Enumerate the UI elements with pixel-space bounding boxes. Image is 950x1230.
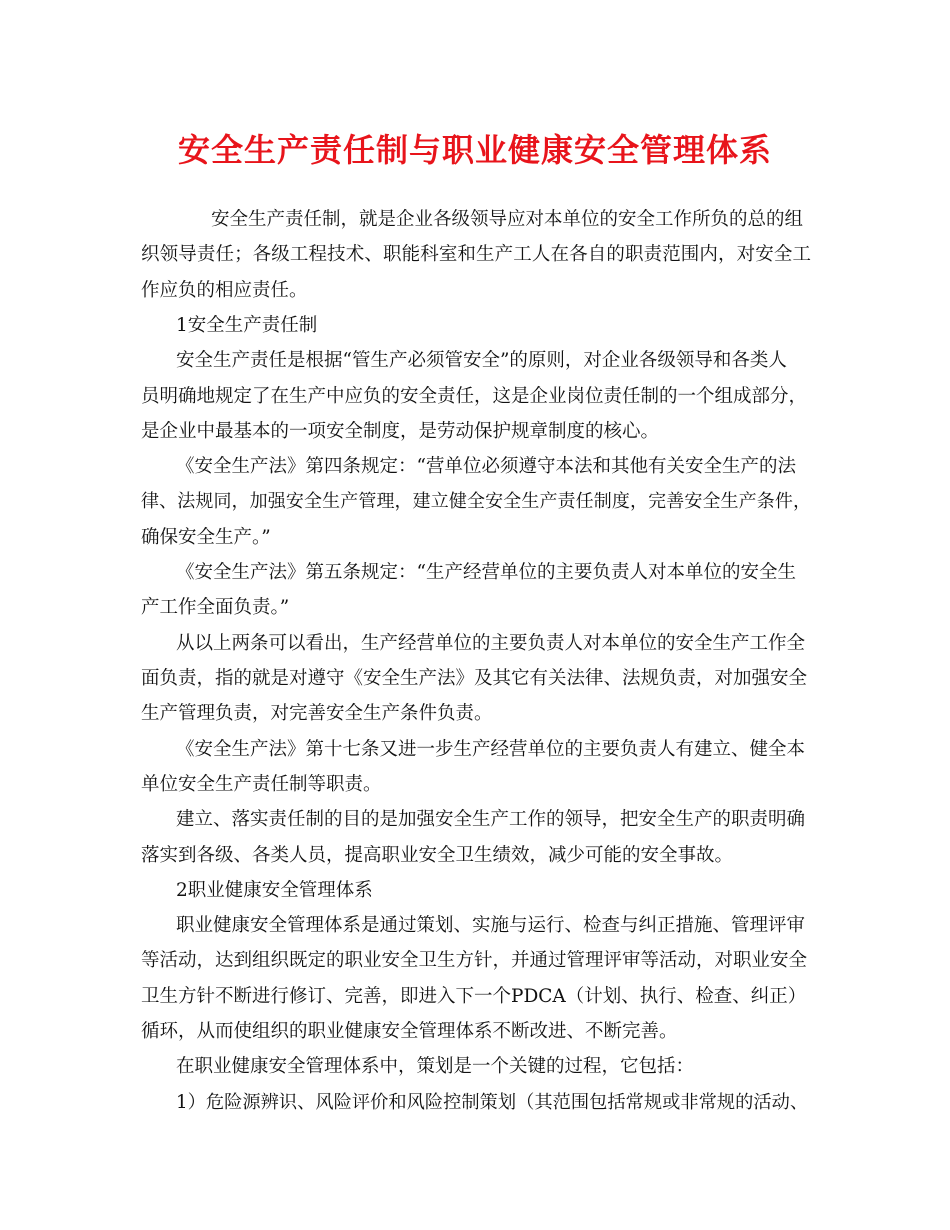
section-heading: 2职业健康安全管理体系: [176, 880, 373, 901]
paragraph-line: 确保安全生产。”: [141, 527, 271, 548]
paragraph-line: 织领导责任；各级工程技术、职能科室和生产工人在各自的职责范围内，对安全工: [141, 244, 811, 265]
paragraph-line: 《安全生产法》第十七条又进一步生产经营单位的主要负责人有建立、健全本: [176, 739, 806, 760]
paragraph-line: 生产管理负责，对完善安全生产条件负责。: [141, 703, 493, 724]
paragraph-line: 职业健康安全管理体系是通过策划、实施与运行、检查与纠正措施、管理评审: [176, 915, 806, 936]
paragraph-line: 《安全生产法》第五条规定：“生产经营单位的主要负责人对本单位的安全生: [176, 562, 796, 583]
paragraph-line: 卫生方针不断进行修订、完善，即进入下一个PDCA（计划、执行、检查、纠正）: [141, 986, 807, 1007]
paragraph-line: 从以上两条可以看出，生产经营单位的主要负责人对本单位的安全生产工作全: [176, 633, 806, 654]
paragraph-line: 作应负的相应责任。: [141, 280, 308, 301]
paragraph-line: 是企业中最基本的一项安全制度，是劳动保护规章制度的核心。: [141, 421, 660, 442]
paragraph-line: 等活动，达到组织既定的职业安全卫生方针，并通过管理评审等活动，对职业安全: [141, 950, 808, 971]
paragraph-line: 在职业健康安全管理体系中，策划是一个关键的过程，它包括：: [176, 1056, 695, 1077]
paragraph-line: 《安全生产法》第四条规定：“营单位必须遵守本法和其他有关安全生产的法: [176, 456, 796, 477]
paragraph-line: 安全生产责任制，就是企业各级领导应对本单位的安全工作所负的总的组: [211, 209, 804, 230]
list-item: 1）危险源辨识、风险评价和风险控制策划（其范围包括常规或非常规的活动、: [176, 1092, 809, 1113]
paragraph-line: 单位安全生产责任制等职责。: [141, 774, 382, 795]
paragraph-line: 循环，从而使组织的职业健康安全管理体系不断改进、不断完善。: [141, 1021, 678, 1042]
paragraph-line: 建立、落实责任制的目的是加强安全生产工作的领导，把安全生产的职责明确: [176, 809, 806, 830]
document-title: 安全生产责任制与职业健康安全管理体系: [177, 131, 772, 169]
paragraph-line: 面负责，指的就是对遵守《安全生产法》及其它有关法律、法规负责，对加强安全: [141, 668, 808, 689]
paragraph-line: 产工作全面负责。”: [141, 597, 290, 618]
paragraph-line: 落实到各级、各类人员，提高职业安全卫生绩效，减少可能的安全事故。: [141, 845, 734, 866]
paragraph-line: 员明确地规定了在生产中应负的安全责任，这是企业岗位责任制的一个组成部分，: [141, 386, 808, 407]
paragraph-line: 安全生产责任是根据“管生产必须管安全”的原则，对企业各级领导和各类人: [176, 350, 787, 371]
section-heading: 1安全生产责任制: [176, 315, 318, 336]
paragraph-line: 律、法规同，加强安全生产管理，建立健全安全生产责任制度，完善安全生产条件，: [141, 491, 811, 512]
